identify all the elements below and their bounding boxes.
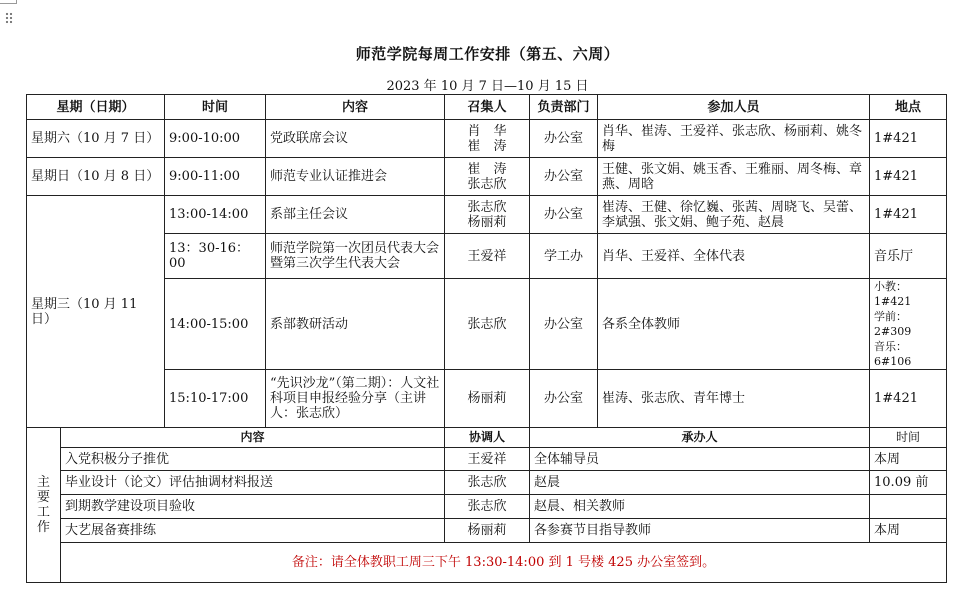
document-title: 师范学院每周工作安排（第五、六周） [355, 45, 620, 63]
main-work-label: 主 要 工 作 [27, 428, 61, 583]
content-cell: “先识沙龙”（第二期）：人文社科项目申报经验分享（主讲人：张志欣） [266, 370, 445, 428]
main-work-row [27, 471, 947, 495]
location-cell: 1#421 [870, 158, 947, 196]
work-coordinator: 张志欣 [445, 495, 530, 519]
main-work-row [27, 519, 947, 543]
header-convener: 召集人 [445, 95, 530, 120]
location-cell [870, 279, 947, 370]
schedule-table [26, 94, 947, 583]
work-content: 入党积极分子推优 [61, 448, 445, 471]
time-cell: 14:00-15:00 [165, 279, 266, 370]
location-cell: 1#421 [870, 120, 947, 158]
time-cell: 13:00-14:00 [165, 196, 266, 234]
content-cell: 师范专业认证推进会 [266, 158, 445, 196]
content-cell: 系部教研活动 [266, 279, 445, 370]
participants-cell: 肖华、崔涛、王爱祥、张志欣、杨丽莉、姚冬梅 [598, 120, 870, 158]
location-cell: 音乐厅 [870, 234, 947, 279]
content-cell: 师范学院第一次团员代表大会暨第三次学生代表大会 [266, 234, 445, 279]
table-header-row [27, 95, 947, 120]
table-row [27, 279, 947, 370]
work-time: 本周 [870, 448, 947, 471]
convener-name: 肖 华 [467, 123, 507, 139]
date-range: 2023 年 10 月 7 日—10 月 15 日 [386, 79, 589, 94]
work-content: 到期教学建设项目验收 [61, 495, 445, 519]
table-row [27, 196, 947, 234]
location-cell: 1#421 [870, 370, 947, 428]
dept-cell: 办公室 [530, 158, 598, 196]
time-cell: 13：30-16：00 [165, 234, 266, 279]
day-cell: 星期日（10 月 8 日） [27, 158, 165, 196]
participants-cell: 各系全体教师 [598, 279, 870, 370]
header-participants: 参加人员 [598, 95, 870, 120]
convener-name: 崔 涛 [467, 138, 507, 154]
convener-cell [445, 158, 530, 196]
work-coordinator: 张志欣 [445, 471, 530, 495]
day-cell: 星期六（10 月 7 日） [27, 120, 165, 158]
main-work-header-coordinator: 协调人 [445, 428, 530, 448]
dept-cell: 学工办 [530, 234, 598, 279]
header-location: 地点 [870, 95, 947, 120]
work-coordinator: 杨丽莉 [445, 519, 530, 543]
work-handler: 赵晨、相关教师 [530, 495, 870, 519]
header-dept: 负责部门 [530, 95, 598, 120]
time-cell: 15:10-17:00 [165, 370, 266, 428]
convener-cell: 张志欣 [445, 279, 530, 370]
header-time: 时间 [165, 95, 266, 120]
content-cell: 系部主任会议 [266, 196, 445, 234]
location-line: 音乐：6#106 [874, 340, 912, 368]
dept-cell: 办公室 [530, 120, 598, 158]
participants-cell: 崔涛、张志欣、青年博士 [598, 370, 870, 428]
work-time [870, 495, 947, 519]
main-work-header-content: 内容 [61, 428, 445, 448]
convener-name: 崔 涛 [467, 161, 507, 177]
work-handler: 赵晨 [530, 471, 870, 495]
work-handler: 全体辅导员 [530, 448, 870, 471]
note-row [27, 543, 947, 583]
time-cell: 9:00-10:00 [165, 120, 266, 158]
work-time: 10.09 前 [870, 471, 947, 495]
main-work-header-time: 时间 [870, 428, 947, 448]
dept-cell: 办公室 [530, 196, 598, 234]
note-text: 备注：请全体教职工周三下午 13:30-14:00 到 1 号楼 425 办公室签到。 [61, 543, 947, 583]
window-corner [0, 0, 17, 4]
main-work-row [27, 448, 947, 471]
dept-cell: 办公室 [530, 279, 598, 370]
work-content: 毕业设计（论文）评估抽调材料报送 [61, 471, 445, 495]
time-cell: 9:00-11:00 [165, 158, 266, 196]
day-cell: 星期三（10 月 11 日） [27, 196, 165, 428]
table-row [27, 120, 947, 158]
table-row [27, 234, 947, 279]
convener-name: 杨丽莉 [467, 214, 507, 230]
dept-cell: 办公室 [530, 370, 598, 428]
convener-cell [445, 120, 530, 158]
participants-cell: 王健、张文娟、姚玉香、王雅丽、周冬梅、章燕、周晗 [598, 158, 870, 196]
work-content: 大艺展备赛排练 [61, 519, 445, 543]
work-handler: 各参赛节目指导教师 [530, 519, 870, 543]
header-content: 内容 [266, 95, 445, 120]
table-row [27, 158, 947, 196]
location-cell: 1#421 [870, 196, 947, 234]
location-line: 小教：1#421 [874, 280, 912, 308]
content-cell: 党政联席会议 [266, 120, 445, 158]
convener-name: 张志欣 [467, 176, 507, 192]
convener-cell [445, 196, 530, 234]
work-time: 本周 [870, 519, 947, 543]
convener-cell: 王爱祥 [445, 234, 530, 279]
participants-cell: 崔涛、王健、徐忆巍、张茜、周晓飞、吴蕾、李斌强、张文娟、鲍子苑、赵晨 [598, 196, 870, 234]
participants-cell: 肖华、王爱祥、全体代表 [598, 234, 870, 279]
drag-handle-icon[interactable] [5, 12, 13, 25]
convener-name: 张志欣 [467, 199, 507, 215]
work-coordinator: 王爱祥 [445, 448, 530, 471]
main-work-header-row [27, 428, 947, 448]
header-day: 星期（日期） [27, 95, 165, 120]
table-row [27, 370, 947, 428]
main-work-header-handler: 承办人 [530, 428, 870, 448]
location-line: 学前：2#309 [874, 310, 912, 338]
main-work-row [27, 495, 947, 519]
convener-cell: 杨丽莉 [445, 370, 530, 428]
